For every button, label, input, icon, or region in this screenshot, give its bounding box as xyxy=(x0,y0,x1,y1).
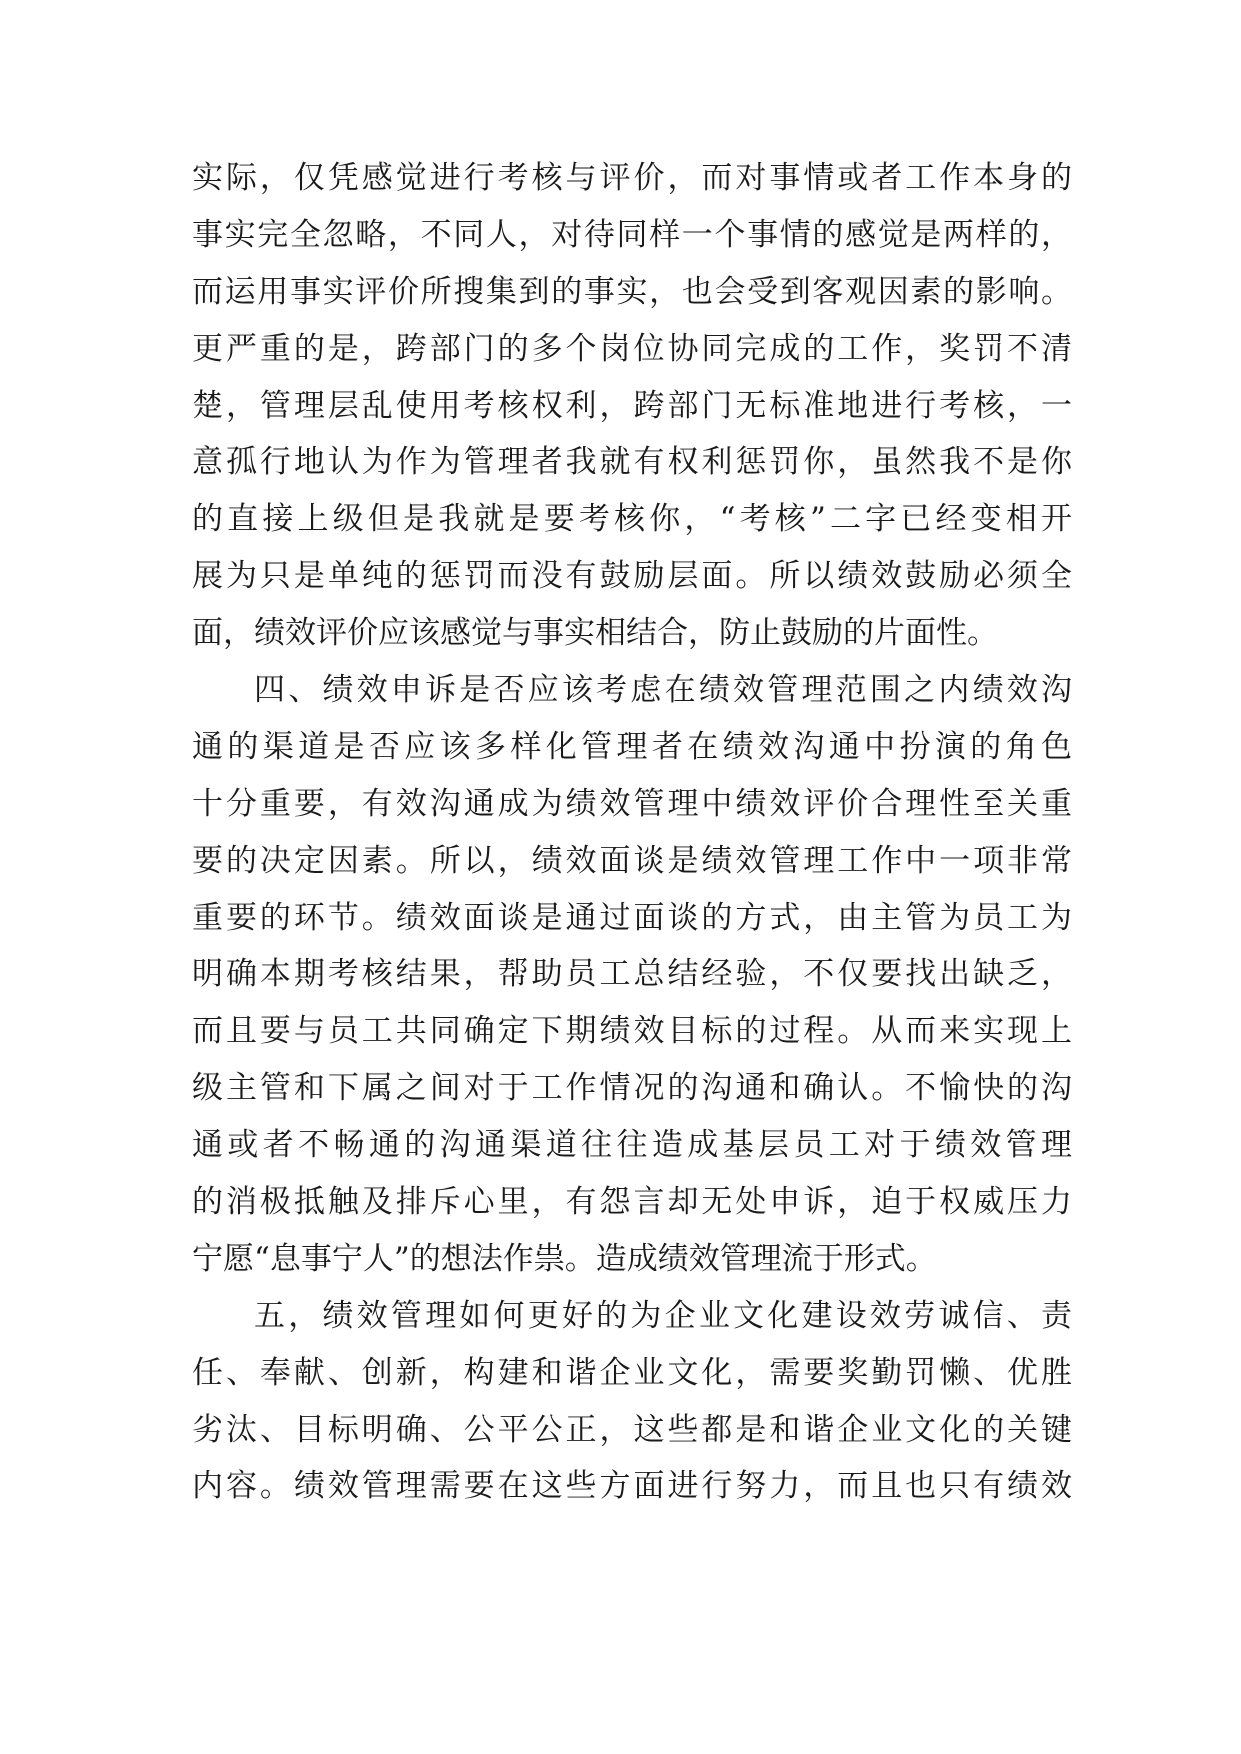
text-line: 更严重的是，跨部门的多个岗位协同完成的工作，奖罚不清 xyxy=(192,330,1072,367)
text-line: 通的渠道是否应该多样化管理者在绩效沟通中扮演的角色 xyxy=(192,728,1072,765)
text-line: 明确本期考核结果，帮助员工总结经验，不仅要找出缺乏， xyxy=(192,956,1072,993)
text-line: 而且要与员工共同确定下期绩效目标的过程。从而来实现上 xyxy=(192,1013,1072,1050)
paragraph-first-line: 四、绩效申诉是否应该考虑在绩效管理范围之内绩效沟 xyxy=(254,672,1072,709)
text-line: 重要的环节。绩效面谈是通过面谈的方式，由主管为员工为 xyxy=(192,899,1072,936)
text-line: 任、奉献、创新，构建和谐企业文化，需要奖勤罚懒、优胜 xyxy=(192,1354,1072,1391)
text-line: 而运用事实评价所搜集到的事实，也会受到客观因素的影响。 xyxy=(192,273,1072,310)
text-line: 十分重要，有效沟通成为绩效管理中绩效评价合理性至关重 xyxy=(192,785,1072,822)
text-line: 楚，管理层乱使用考核权利，跨部门无标准地进行考核，一 xyxy=(192,387,1072,424)
text-line: 事实完全忽略，不同人，对待同样一个事情的感觉是两样的， xyxy=(192,216,1072,253)
text-line: 内容。绩效管理需要在这些方面进行努力，而且也只有绩效 xyxy=(192,1468,1072,1505)
text-line: 实际，仅凭感觉进行考核与评价，而对事情或者工作本身的 xyxy=(192,160,1072,196)
text-line: 级主管和下属之间对于工作情况的沟通和确认。不愉快的沟 xyxy=(192,1070,1072,1107)
text-line: 要的决定因素。所以，绩效面谈是绩效管理工作中一项非常 xyxy=(192,842,1072,879)
text-line: 面，绩效评价应该感觉与事实相结合，防止鼓励的片面性。 xyxy=(192,615,998,652)
text-line: 展为只是单纯的惩罚而没有鼓励层面。所以绩效鼓励必须全 xyxy=(192,558,1072,595)
text-line: 的直接上级但是我就是要考核你，“考核”二字已经变相开 xyxy=(192,501,1072,538)
paragraph-first-line: 五，绩效管理如何更好的为企业文化建设效劳诚信、责 xyxy=(254,1297,1072,1334)
text-line: 的消极抵触及排斥心里，有怨言却无处申诉，迫于权威压力 xyxy=(192,1184,1072,1221)
document-body-text xyxy=(192,150,1072,1515)
text-line: 通或者不畅通的沟通渠道往往造成基层员工对于绩效管理 xyxy=(192,1127,1072,1164)
text-line: 意孤行地认为作为管理者我就有权利惩罚你，虽然我不是你 xyxy=(192,444,1072,481)
text-line: 劣汰、目标明确、公平公正，这些都是和谐企业文化的关键 xyxy=(192,1411,1072,1448)
text-line: 宁愿“息事宁人”的想法作祟。造成绩效管理流于形式。 xyxy=(192,1240,937,1277)
